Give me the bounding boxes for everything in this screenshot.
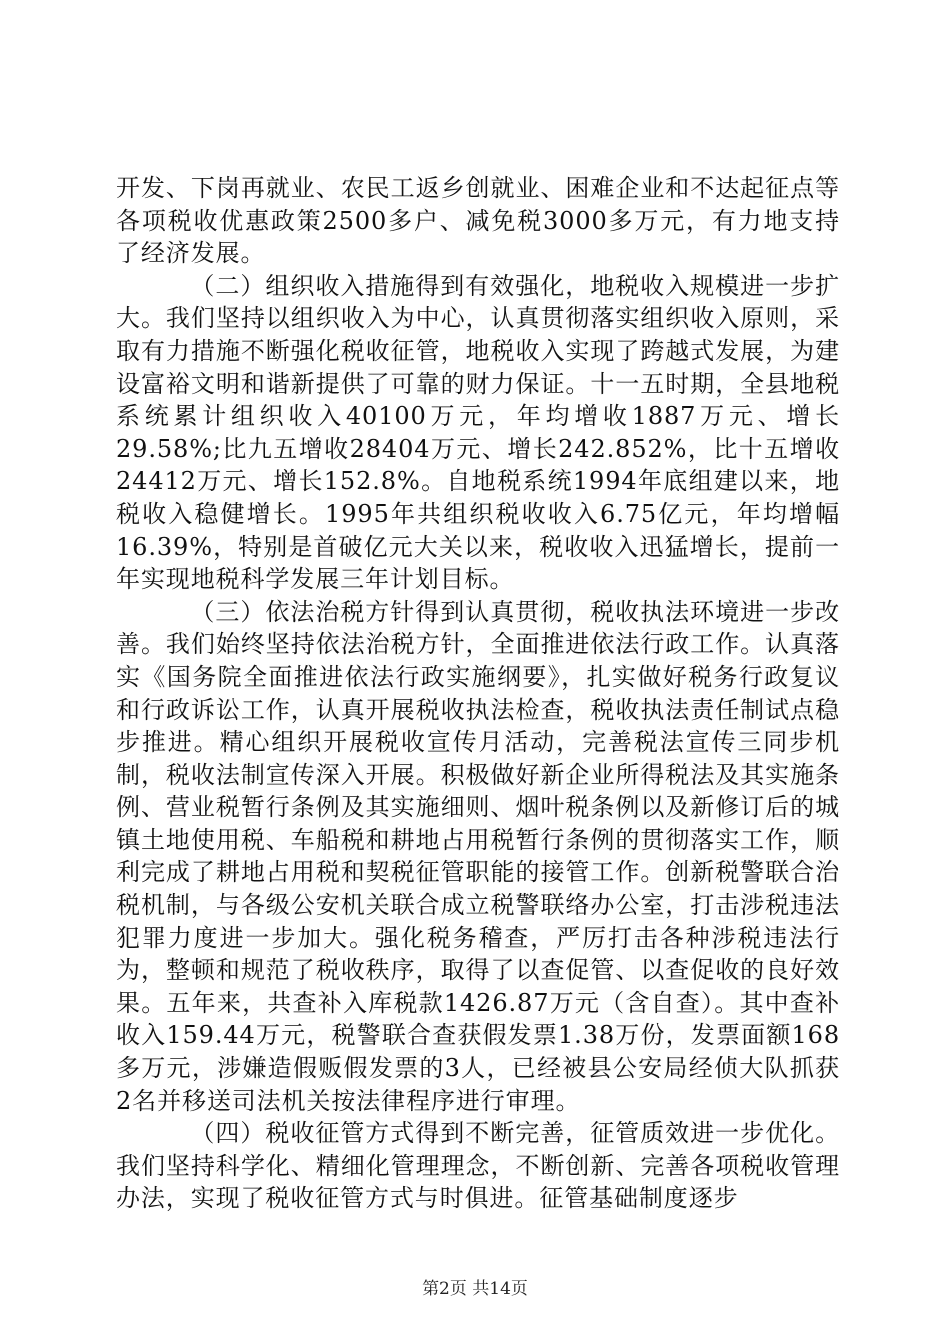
paragraph-3: （三）依法治税方针得到认真贯彻，税收执法环境进一步改善。我们始终坚持依法治税方针，全面推进依法行政工作。认真落实《国务院全面推进依法行政实施纲要》，扎实做好税务行政复议和行政诉讼工作，认真开展税收执法检查，税收执法责任制试点稳步推进。精心组织开展税收宣传月活动，完善税法宣传三同步机制，税收法制宣传深入开展。积极做好新企业所得税法及其实施条例、营业税暂行条例及其实施细则、烟叶税条例以及新修订后的城镇土地使用税、车船税和耕地占用税暂行条例的贯彻落实工作，顺利完成了耕地占用税和契税征管职能的接管工作。创新税警联合治税机制，与各级公安机关联合成立税警联络办公室，打击涉税违法犯罪力度进一步加大。强化税务稽查，严厉打击各种涉税违法行为，整顿和规范了税收秩序，取得了以查促管、以查促收的良好效果。五年来，共查补入库税款1426.87万元（含自查）。其中查补收入159.44万元，税警联合查获假发票1.38万份，发票面额168多万元，涉嫌造假贩假发票的3人，已经被县公安局经侦大队抓获2名并移送司法机关按法律程序进行审理。 [116, 597, 840, 1115]
paragraph-2: （二）组织收入措施得到有效强化，地税收入规模进一步扩大。我们坚持以组织收入为中心，认真贯彻落实组织收入原则，采取有力措施不断强化税收征管，地税收入实现了跨越式发展，为建设富裕文明和谐新提供了可靠的财力保证。十一五时期，全县地税系统累计组织收入40100万元，年均增收1887万元、增长29.58%;比九五增收28404万元、增长242.852%，比十五增收24412万元、增长152.8%。自地税系统1994年底组建以来，地税收入稳健增长。1995年共组织税收收入6.75亿元，年均增幅16.39%，特别是首破亿元大关以来，税收收入迅猛增长，提前一年实现地税科学发展三年计划目标。 [116, 271, 840, 594]
paragraph-1: 开发、下岗再就业、农民工返乡创就业、困难企业和不达起征点等各项税收优惠政策2500多户、减免税3000多万元，有力地支持了经济发展。 [116, 174, 840, 268]
page-number-footer: 第2页 共14页 [422, 1279, 528, 1299]
document-body [116, 172, 840, 1215]
paragraph-4: （四）税收征管方式得到不断完善，征管质效进一步优化。我们坚持科学化、精细化管理理念，不断创新、完善各项税收管理办法，实现了税收征管方式与时俱进。征管基础制度逐步 [116, 1119, 840, 1213]
